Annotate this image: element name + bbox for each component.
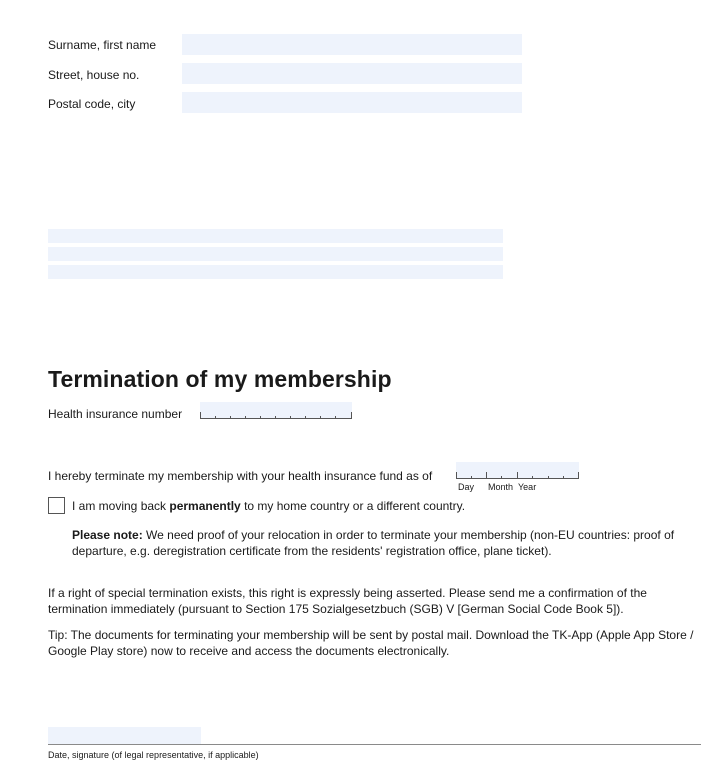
signature-line	[48, 744, 701, 745]
tip-text: Tip: The documents for terminating your membership will be sent by postal mail. Download the TK-App (Apple App Store / Google Play store) now to receive and access the documents electronically.	[48, 628, 694, 658]
insurance-comb-ticks	[200, 402, 352, 419]
recipient-line-2-input[interactable]	[48, 247, 503, 261]
terminate-text: I hereby terminate my membership with your health insurance fund as of	[48, 469, 433, 483]
insurance-number-input[interactable]	[200, 402, 352, 419]
note-body: We need proof of your relocation in order to terminate your membership (non-EU countries: proof of departure, e.g. deregistration certificate from the residents' registration office, plane ticket).	[72, 528, 675, 558]
name-label: Surname, first name	[48, 38, 157, 52]
postal-input[interactable]	[182, 92, 522, 113]
recipient-line-1-input[interactable]	[48, 229, 503, 243]
moving-text-start: I am moving back	[72, 499, 170, 513]
note-bold: Please note:	[72, 528, 143, 542]
signature-label: Date, signature (of legal representative, if applicable)	[48, 750, 259, 760]
section-title: Termination of my membership	[48, 366, 392, 392]
recipient-line-3-input[interactable]	[48, 265, 503, 279]
moving-text-bold: permanently	[169, 499, 241, 513]
special-termination-text: If a right of special termination exists, this right is expressly being asserted. Please send me a confirmation of the termination immediately (pursuant to Section 175 Sozialgesetzbuch (SGB) V [German Social Code Book 5]).	[48, 586, 647, 616]
date-comb-ticks	[456, 462, 579, 479]
date-month-label: Month	[488, 482, 514, 492]
date-signature-input[interactable]	[48, 727, 201, 744]
date-year-label: Year	[518, 482, 537, 492]
street-label: Street, house no.	[48, 68, 140, 82]
name-input[interactable]	[182, 34, 522, 55]
moving-text	[72, 499, 465, 513]
moving-permanently-checkbox[interactable]	[48, 497, 65, 514]
street-input[interactable]	[182, 63, 522, 84]
insurance-number-label: Health insurance number	[48, 407, 183, 421]
postal-label: Postal code, city	[48, 97, 136, 111]
moving-text-end: to my home country or a different country.	[240, 499, 466, 513]
date-day-label: Day	[458, 482, 475, 492]
relocation-note	[72, 527, 712, 559]
termination-date-input[interactable]	[456, 462, 579, 479]
